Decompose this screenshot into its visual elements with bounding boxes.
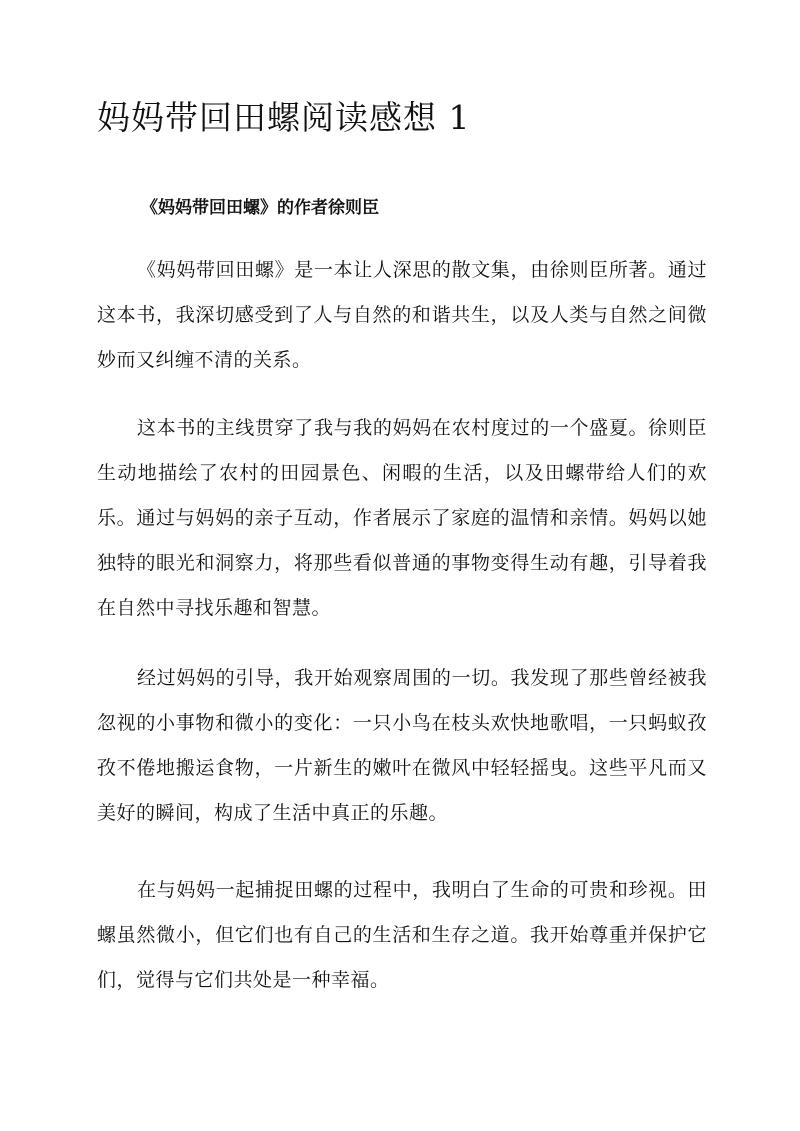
paragraph-1: 《妈妈带回田螺》是一本让人深思的散文集，由徐则臣所著。通过这本书，我深切感受到了人与自然的和谐共生，以及人类与自然之间微妙而又纠缠不清的关系。 <box>97 259 707 371</box>
page-title: 妈妈带回田螺阅读感想 1 <box>97 98 471 137</box>
paragraph-2: 这本书的主线贯穿了我与我的妈妈在农村度过的一个盛夏。徐则臣生动地描绘了农村的田园景色、闲暇的生活，以及田螺带给人们的欢乐。通过与妈妈的亲子互动，作者展示了家庭的温情和亲情。妈妈以她独特的眼光和洞察力，将那些看似普通的事物变得生动有趣，引导着我在自然中寻找乐趣和智慧。 <box>97 417 707 619</box>
paragraph-4: 在与妈妈一起捕捉田螺的过程中，我明白了生命的可贵和珍视。田螺虽然微小，但它们也有自己的生活和生存之道。我开始尊重并保护它们，觉得与它们共处是一种幸福。 <box>97 879 707 991</box>
paragraph-3: 经过妈妈的引导，我开始观察周围的一切。我发现了那些曾经被我忽视的小事物和微小的变化：一只小鸟在枝头欢快地歌唱，一只蚂蚁孜孜不倦地搬运食物，一片新生的嫩叶在微风中轻轻摇曳。这些平凡而又美好的瞬间，构成了生活中真正的乐趣。 <box>97 667 707 824</box>
subtitle: 《妈妈带回田螺》的作者徐则臣 <box>141 198 379 218</box>
